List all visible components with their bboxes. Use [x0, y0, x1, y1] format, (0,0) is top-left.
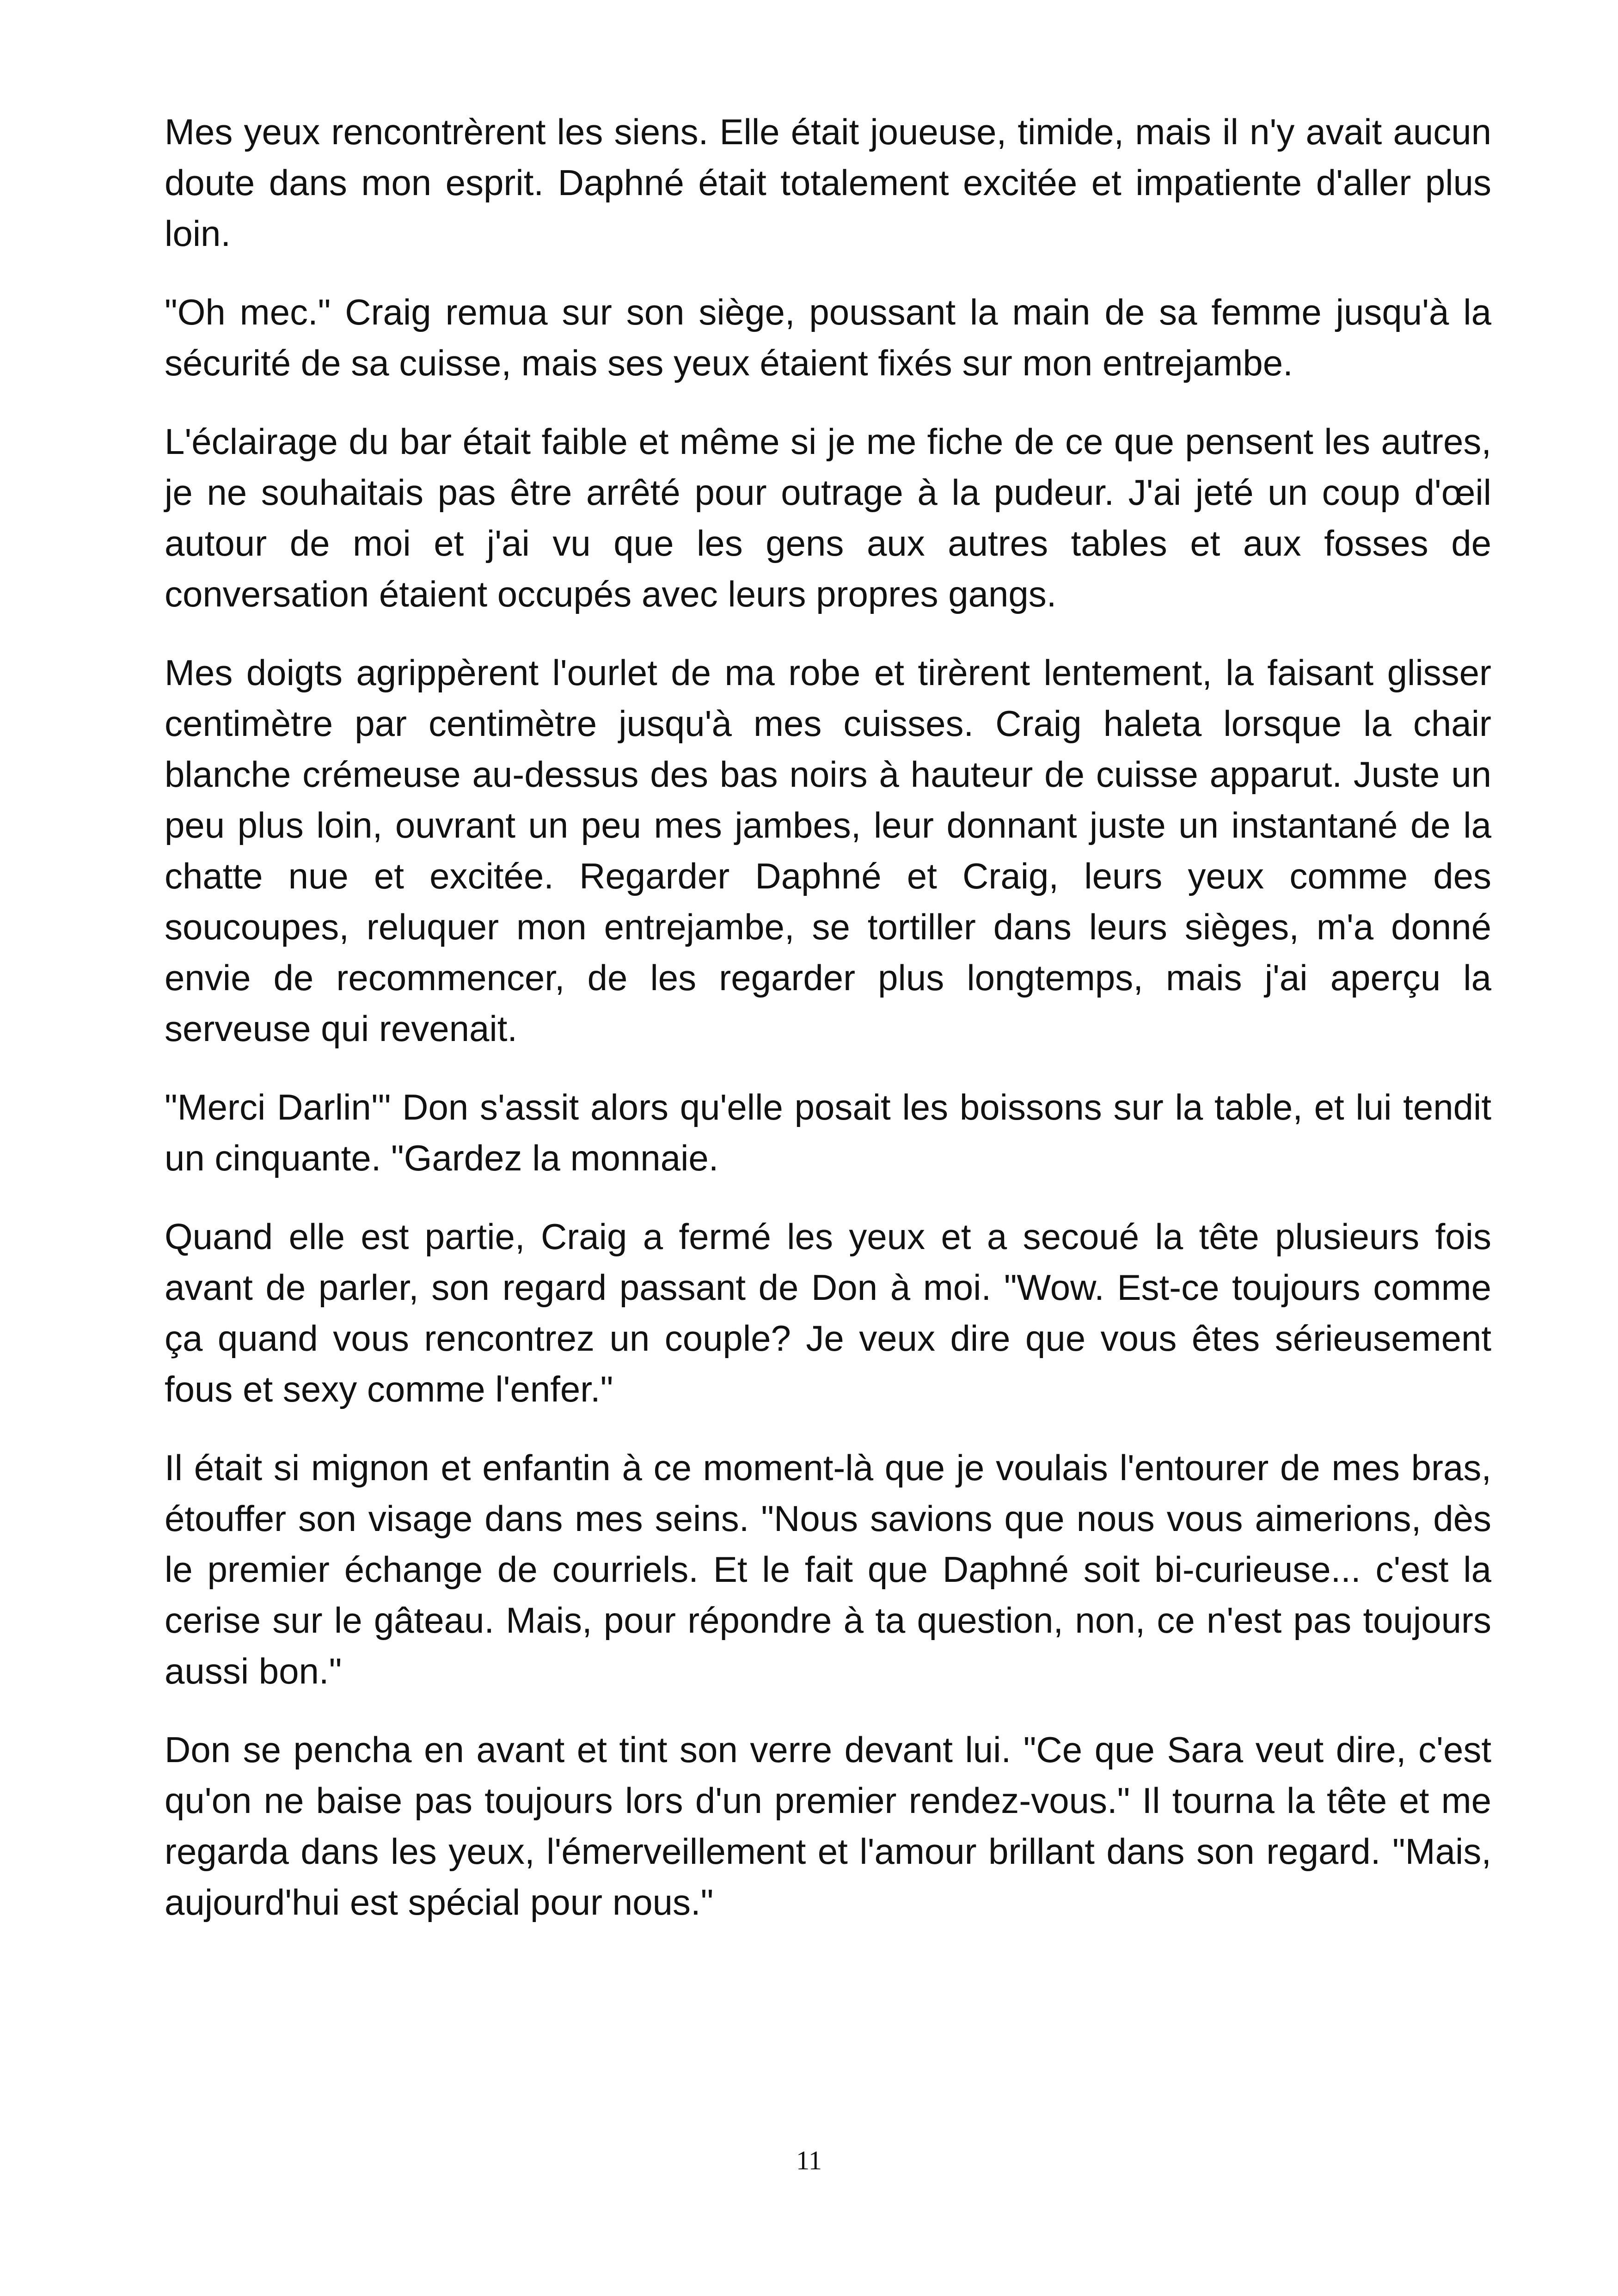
- paragraph-4: Mes doigts agrippèrent l'ourlet de ma robe et tirèrent lentement, la faisant glisser centimètre par centimètre jusqu'à mes cuisses. Craig haleta lorsque la chair blanche crémeuse au-dessus des bas noirs à hauteur de cuisse apparut. Juste un peu plus loin, ouvrant un peu mes jambes, leur donnant juste un instantané de la chatte nue et excitée. Regarder Daphné et Craig, leurs yeux comme des soucoupes, reluquer mon entrejambe, se tortiller dans leurs sièges, m'a donné envie de recommencer, de les regarder plus longtemps, mais j'ai aperçu la serveuse qui revenait.: [165, 652, 1491, 1049]
- paragraph-3: L'éclairage du bar était faible et même si je me fiche de ce que pensent les autres, je ne souhaitais pas être arrêté pour outrage à la pudeur. J'ai jeté un coup d'œil autour de moi et j'ai vu que les gens aux autres tables et aux fosses de conversation étaient occupés avec leurs propres gangs.: [165, 421, 1491, 614]
- paragraph-6: Quand elle est partie, Craig a fermé les yeux et a secoué la tête plusieurs fois avant de parler, son regard passant de Don à moi. "Wow. Est-ce toujours comme ça quand vous rencontrez un couple? Je veux dire que vous êtes sérieusement fous et sexy comme l'enfer.": [165, 1216, 1491, 1409]
- paragraph-2: "Oh mec." Craig remua sur son siège, poussant la main de sa femme jusqu'à la sécurité de sa cuisse, mais ses yeux étaient fixés sur mon entrejambe.: [165, 292, 1491, 383]
- paragraph-1: Mes yeux rencontrèrent les siens. Elle était joueuse, timide, mais il n'y avait aucun doute dans mon esprit. Daphné était totalement excitée et impatiente d'aller plus loin.: [165, 111, 1491, 254]
- paragraph-8: Don se pencha en avant et tint son verre devant lui. "Ce que Sara veut dire, c'est qu'on ne baise pas toujours lors d'un premier rendez-vous." Il tourna la tête et me regarda dans les yeux, l'émerveillement et l'amour brillant dans son regard. "Mais, aujourd'hui est spécial pour nous.": [165, 1729, 1491, 1923]
- page-number: 11: [796, 2145, 822, 2175]
- paragraph-5: "Merci Darlin'" Don s'assit alors qu'elle posait les boissons sur la table, et lui tendit un cinquante. "Gardez la monnaie.: [165, 1087, 1491, 1178]
- paragraph-7: Il était si mignon et enfantin à ce moment-là que je voulais l'entourer de mes bras, étouffer son visage dans mes seins. "Nous savions que nous vous aimerions, dès le premier échange de courriels. Et le fait que Daphné soit bi-curieuse... c'est la cerise sur le gâteau. Mais, pour répondre à ta question, non, ce n'est pas toujours aussi bon.": [165, 1447, 1491, 1691]
- text-body: [165, 106, 1491, 1955]
